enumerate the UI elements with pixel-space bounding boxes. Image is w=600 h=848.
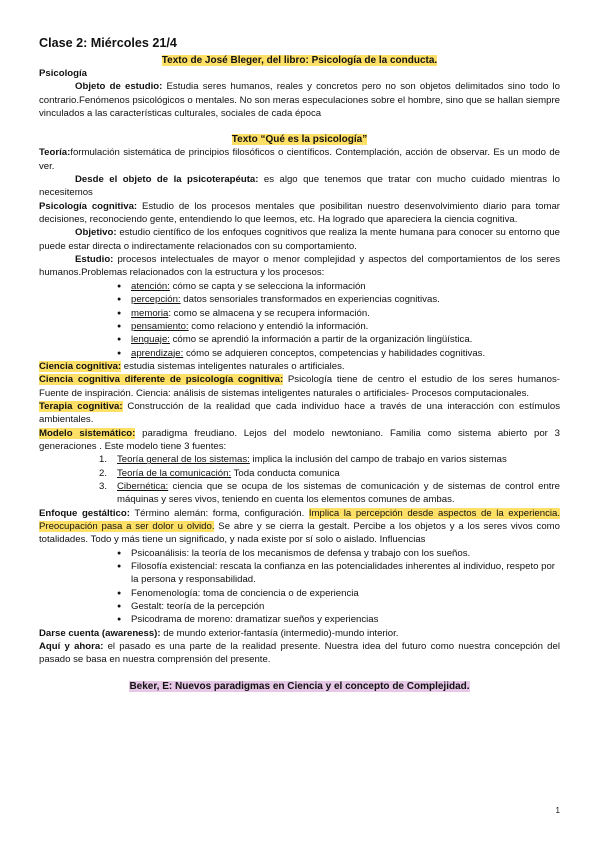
list-item	[131, 293, 560, 306]
paragraph-objeto-estudio	[39, 80, 560, 120]
item-desc: cómo se aprendió la información a partir de la organización lingüística.	[169, 334, 473, 346]
term-label: Enfoque gestáltico:	[39, 507, 130, 519]
item-number: 1.	[99, 454, 108, 466]
term-text: formulación sistemática de principios filosóficos o científicos. Contemplación, acción de observar. Es un modo de ver.	[39, 147, 560, 172]
list-item	[131, 320, 560, 333]
paragraph-enfoque-gestaltico	[39, 507, 560, 547]
item-term: Teoría general de los sistemas:	[117, 454, 250, 466]
item-desc: cómo se adquieren conceptos, competencias y habilidades cognitivas.	[183, 347, 486, 359]
term-text: Estudio de los procesos mentales que posibilitan nuestro desenvolvimiento diario para tomar decisiones, reconociendo gente, entendiendo lo que leemos, etc. Ha logrado que apareciera la ciencia cognitiva.	[39, 200, 560, 226]
list-item	[99, 467, 560, 480]
item-term: Teoría de la comunicación:	[117, 467, 232, 479]
paragraph-ciencia-diferente	[39, 373, 560, 400]
list-item: ● Filosofía existencial: rescata la confianza en las potencialidades inherentes al individuo, respeto por la persona y responsabilidad.	[131, 560, 560, 587]
item-desc: Toda conducta comunica	[231, 467, 340, 479]
term-text: de mundo exterior-fantasía (intermedio)-mundo interior.	[160, 627, 399, 639]
term-label: Modelo sistemático:	[39, 427, 136, 439]
term-label: Desde el objeto de la psicoterapéuta:	[75, 174, 259, 186]
spacer	[39, 120, 560, 133]
list-item: ● Fenomenología: toma de conciencia o de experiencia	[131, 587, 560, 600]
source-heading-que-es	[39, 133, 560, 146]
paragraph-psicologia-cognitiva	[39, 200, 560, 227]
list-item	[131, 333, 560, 346]
paragraph-darse-cuenta	[39, 627, 560, 640]
list-item: ● Psicodrama de moreno: dramatizar sueños y experiencias	[131, 613, 560, 626]
item-desc: como relaciono y entendió la información.	[188, 320, 369, 332]
item-desc: ciencia que se ocupa de los sistemas de comunicación y de sistemas de control entre máquinas y seres vivos, teniendo en cuenta los elementos comunes de ambas.	[117, 480, 560, 506]
source-text: Texto de José Bleger, del libro: Psicología de la conducta.	[161, 55, 438, 66]
list-item: ● Gestalt: teoría de la percepción	[131, 600, 560, 613]
term-label: Estudio:	[75, 254, 114, 266]
term-label: Terapia cognitiva:	[39, 400, 123, 412]
paragraph-estudio	[39, 253, 560, 280]
paragraph-terapia-cognitiva	[39, 400, 560, 427]
source-text: Beker, E: Nuevos paradigmas en Ciencia y el concepto de Complejidad.	[129, 680, 470, 692]
procesos-list	[39, 280, 560, 360]
item-number: 2.	[99, 467, 108, 479]
paragraph-aqui-ahora	[39, 640, 560, 667]
item-term: memoria	[131, 307, 169, 319]
term-text: Se abre y se cierra la gestalt. Percibe a los objetos y a los seres vivos como totalidades. Todo y más tiene un significado, y nada existe por sí solo o aislado. Influencias	[39, 521, 560, 546]
item-term: Cibernética:	[117, 480, 169, 492]
paragraph-modelo-sistematico	[39, 427, 560, 454]
term-text: Psicología tiene de centro el estudio de los seres humanos- Fuente de inspiración. Ciencia: análisis de sistemas inteligentes naturales o artificiales- Procesos computacionales.	[39, 374, 560, 399]
term-text: estudia sistemas inteligentes naturales o artificiales.	[121, 360, 345, 372]
page-title: Clase 2: Miércoles 21/4	[39, 36, 177, 50]
source-heading-bleger	[39, 54, 560, 67]
item-term: lenguaje:	[131, 334, 170, 346]
item-desc: implica la inclusión del campo de trabajo en varios sistemas	[249, 454, 507, 466]
item-term: aprendizaje:	[131, 347, 184, 359]
list-item: ● Psicoanálisis: la teoría de los mecanismos de defensa y trabajo con los sueños.	[131, 547, 560, 560]
term-text: el pasado es una parte de la realidad presente. Nuestra idea del futuro como nuestra concepción del pasado se basa en nuestra comprensión del presente.	[39, 641, 560, 666]
term-text: estudio científico de los enfoques cognitivos que realiza la mente humana para conocer su entorno que puede estar directa o indirectamente relacionados con su comportamiento.	[39, 227, 560, 252]
page-number: 1	[555, 806, 560, 815]
term-text: Estudia seres humanos, reales y concretos pero no son objetos delimitados sino todo lo contrario.Fenómenos psicológicos o mentales. No son meras especulaciones sobre el hombre, sino que se hallan siempre vinculados a las características culturales, sociales de cada época	[39, 81, 560, 120]
term-text: paradigma freudiano. Lejos del modelo newtoniano. Familia como sistema abierto por 3 generaciones . Este modelo tiene 3 fuentes:	[39, 427, 560, 452]
item-term: pensamiento:	[131, 320, 189, 332]
term-label: Teoría:	[39, 147, 71, 159]
list-item	[131, 347, 560, 360]
term-text: Construcción de la realidad que cada individuo hace a través de una interacción con estímulos ambientales.	[39, 400, 560, 426]
source-text: Texto “Qué es la psicología”	[231, 134, 368, 146]
term-label: Ciencia cognitiva:	[39, 360, 122, 372]
item-desc: cómo se capta y se selecciona la información	[169, 280, 366, 292]
term-label: Darse cuenta (awareness):	[39, 627, 161, 639]
paragraph-ciencia-cognitiva	[39, 360, 560, 373]
term-label: Objeto de estudio:	[75, 81, 163, 93]
paragraph-objetivo	[39, 226, 560, 253]
term-text: es algo que tenemos que tratar con mucho cuidado mientras lo necesitemos	[39, 174, 560, 199]
list-item	[99, 480, 560, 507]
item-term: atención:	[131, 280, 170, 292]
spacer	[39, 667, 560, 680]
list-item	[131, 280, 560, 293]
term-label: Aquí y ahora:	[39, 641, 104, 653]
term-text: Término alemán: forma, configuración.	[129, 507, 309, 519]
section-heading-psicologia: Psicología	[39, 68, 87, 79]
source-heading-beker	[39, 680, 560, 693]
term-label: Ciencia cognitiva diferente de psicología cognitiva:	[39, 374, 284, 386]
item-desc: : como se almacena y se recupera información.	[168, 307, 370, 319]
list-item	[99, 453, 560, 466]
fuentes-list	[39, 453, 560, 506]
term-label: Objetivo:	[75, 227, 117, 239]
item-number: 3.	[99, 480, 108, 492]
paragraph-psicoterapeuta	[39, 173, 560, 200]
item-desc: datos sensoriales transformados en experiencias cognitivas.	[180, 294, 440, 306]
list-item	[131, 307, 560, 320]
highlighted-text: Implica la percepción desde aspectos de la experiencia. Preocupación pasa a ser dolor u olvido.	[39, 507, 560, 532]
term-label: Psicología cognitiva:	[39, 200, 138, 212]
influencias-list	[39, 547, 560, 627]
term-text: procesos intelectuales de mayor o menor complejidad y aspectos del comportamientos de los seres humanos.Problemas relacionados con la estructura y los procesos:	[39, 254, 560, 279]
paragraph-teoria	[39, 146, 560, 173]
item-term: percepción:	[131, 294, 181, 306]
